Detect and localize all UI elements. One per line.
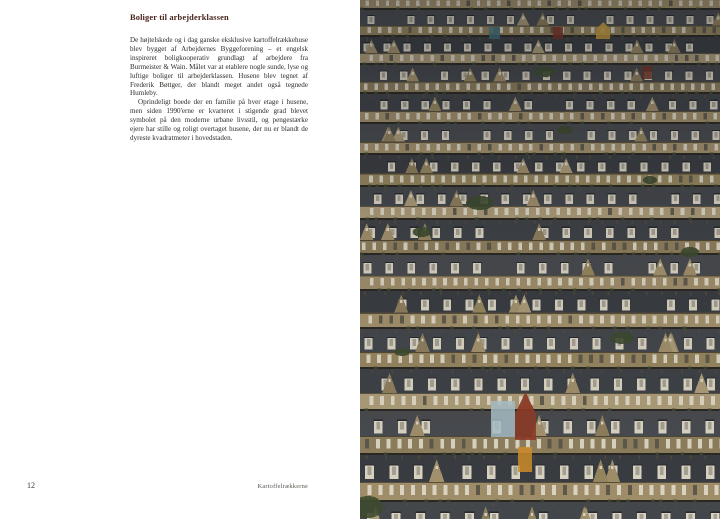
- article-paragraph: Oprindeligt boede der en familie på hver etage i husene, men siden 1990'erne er kvarteret i stigende grad blevet symbolet på den moderne urbane livsstil, og pengestærke ejere har stille og roligt overtaget husene, der nu er blandt de dyreste kvadratmeter i hovedstaden.: [130, 98, 308, 142]
- running-footer: Kartoffelrækkerne: [257, 483, 308, 490]
- article-title: Boliger til arbejderklassen: [130, 13, 229, 22]
- article-paragraph: De højtelskede og i dag ganske eksklusive kartoffelrækkehuse blev bygget af Arbejdernes Byggeforening – et engelsk inspireret boligkooperativ grundlagt af arbejdere fra Burmeister & Wain. Målet var at etablere nogle sunde, lyse og luftige boliger til arbejderklassen. Husene blev tegnet af Frederik Bøttger, der blandt meget andet også tegnede Humleby.: [130, 36, 308, 98]
- kartoffelraekkerne-photo: [360, 0, 720, 519]
- right-page: [360, 0, 720, 519]
- article-body: [130, 36, 308, 143]
- page-number: 12: [27, 481, 35, 490]
- article: [130, 13, 308, 143]
